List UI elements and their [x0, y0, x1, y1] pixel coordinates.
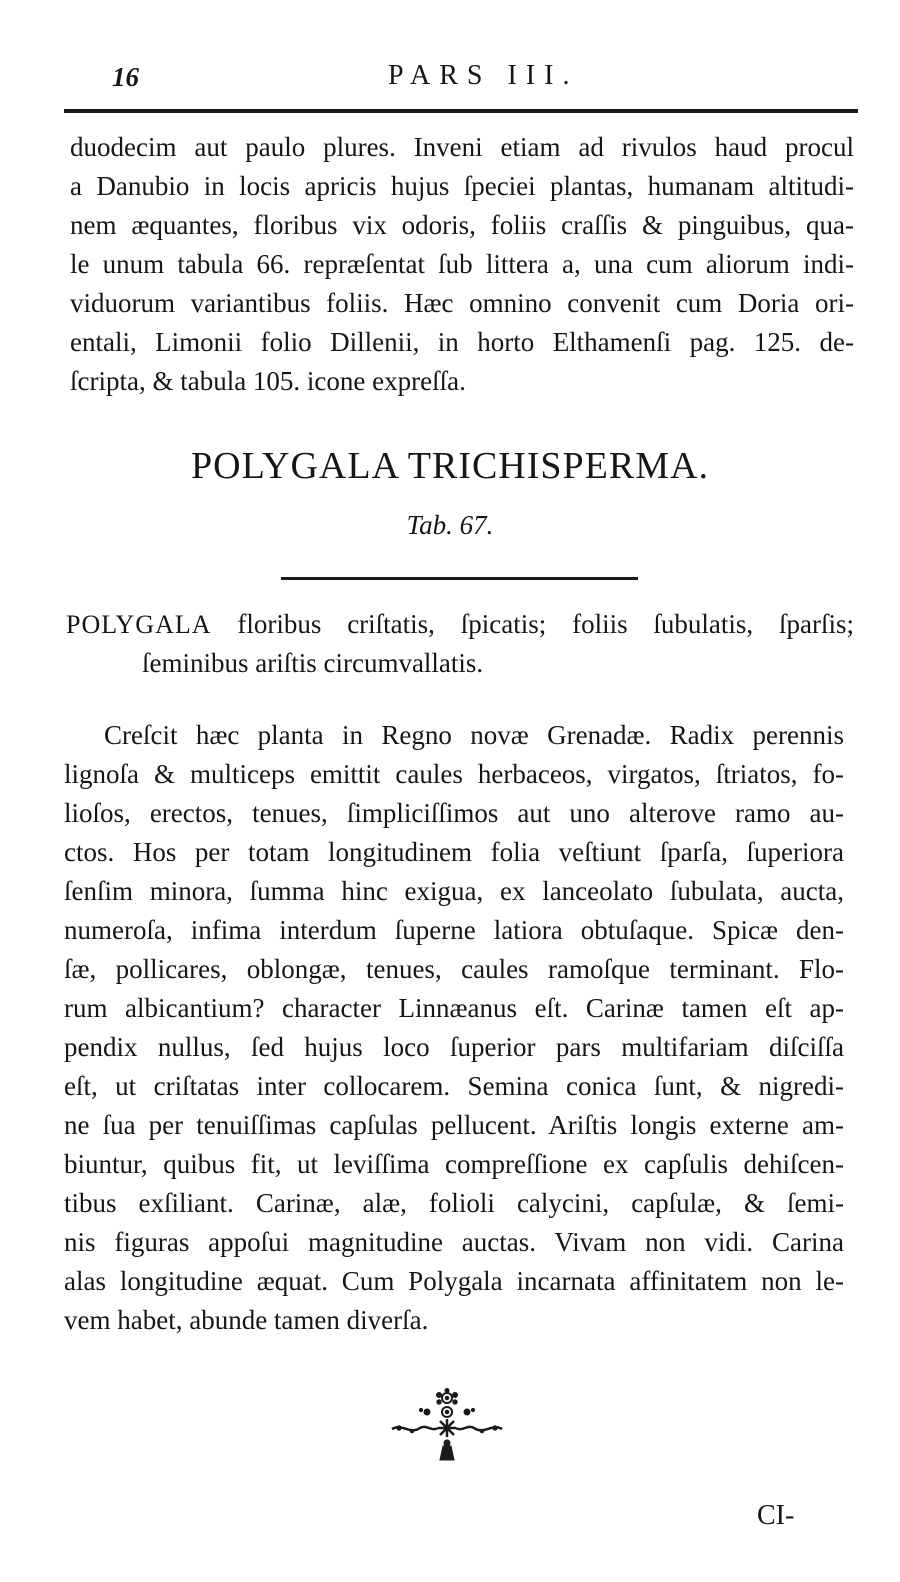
- text-line: biuntur, quibus fit, ut leviſſima compreſſione ex capſulis dehiſcen-: [64, 1149, 844, 1179]
- text-line: duodecim aut paulo plures. Inveni etiam ad rivulos haud procul: [70, 132, 854, 162]
- text-line: lignoſa & multiceps emittit caules herbaceos, virgatos, ſtriatos, fo-: [64, 759, 844, 789]
- text-line: alas longitudine æquat. Cum Polygala incarnata affinitatem non le-: [64, 1266, 844, 1296]
- section-rule: [281, 577, 638, 580]
- text-line: ctos. Hos per totam longitudinem folia veſtiunt ſparſa, ſuperiora: [64, 837, 844, 867]
- genus-name: POLYGALA: [66, 610, 212, 639]
- text-line: ſcripta, & tabula 105. icone expreſſa.: [70, 366, 466, 396]
- text-line: rum albicantium? character Linnæanus eſt. Carinæ tamen eſt ap-: [64, 993, 844, 1023]
- header-rule: [64, 109, 858, 113]
- text-line: Creſcit hæc planta in Regno novæ Grenadæ. Radix perennis: [104, 720, 844, 750]
- intro-paragraph: [70, 128, 854, 401]
- text-line: vem habet, abunde tamen diverſa.: [64, 1305, 429, 1335]
- text-line: pendix nullus, ſed hujus loco ſuperior pars multifariam diſciſſa: [64, 1032, 844, 1062]
- text-line: ſenſim minora, ſumma hinc exigua, ex lanceolato ſubulata, aucta,: [64, 876, 844, 906]
- text-line: a Danubio in locis apricis hujus ſpeciei plantas, humanam altitudi-: [70, 171, 854, 201]
- plate-reference: Tab. 67.: [406, 510, 494, 540]
- description-paragraph: [64, 716, 844, 1340]
- text-line: numeroſa, infima interdum ſuperne latiora obtuſaque. Spicæ den-: [64, 915, 844, 945]
- text-line: lioſos, erectos, tenues, ſimpliciſſimos aut uno alterove ramo au-: [64, 798, 844, 828]
- text-line: viduorum variantibus foliis. Hæc omnino convenit cum Doria ori-: [70, 288, 854, 318]
- text-line: ſæ, pollicares, oblongæ, tenues, caules ramoſque terminant. Flo-: [64, 954, 844, 984]
- diagnosis-line-1: [66, 605, 854, 644]
- printers-ornament-icon: [388, 1388, 506, 1466]
- text-line: tibus exſiliant. Carinæ, alæ, folioli calycini, capſulæ, & ſemi-: [64, 1188, 844, 1218]
- diagnosis-line-2: ſeminibus ariſtis circumvallatis.: [142, 648, 484, 678]
- text-line: le unum tabula 66. repræſentat ſub littera a, una cum aliorum indi-: [70, 249, 854, 279]
- species-title: POLYGALA TRICHISPERMA.: [191, 445, 709, 487]
- text-line: entali, Limonii folio Dillenii, in horto Elthamenſi pag. 125. de-: [70, 327, 854, 357]
- running-head: PARS III.: [388, 60, 579, 91]
- catchword: CI-: [757, 1500, 795, 1531]
- text-line: nis figuras appoſui magnitudine auctas. Vivam non vidi. Carina: [64, 1227, 844, 1257]
- text-line: eſt, ut criſtatas inter collocarem. Semina conica ſunt, & nigredi-: [64, 1071, 844, 1101]
- page-number: 16: [112, 62, 139, 92]
- diagnosis-text: floribus criſtatis, ſpicatis; foliis ſubulatis, ſparſis;: [237, 609, 855, 639]
- text-line: ne ſua per tenuiſſimas capſulas pellucent. Ariſtis longis externe am-: [64, 1110, 844, 1140]
- text-line: nem æquantes, floribus vix odoris, foliis craſſis & pinguibus, qua-: [70, 210, 854, 240]
- diagnosis: [66, 605, 854, 683]
